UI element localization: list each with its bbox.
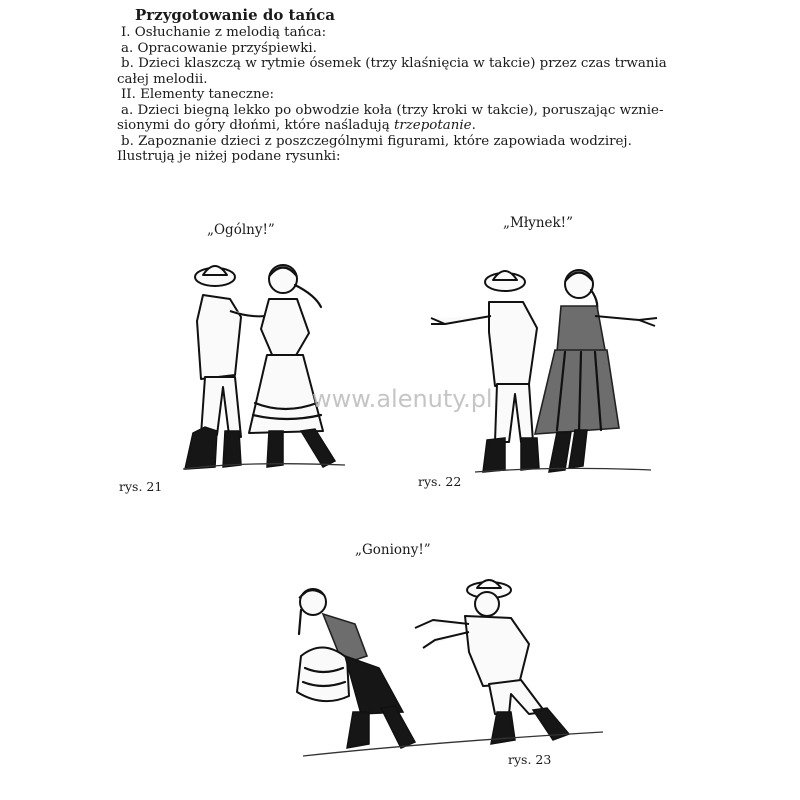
text-line-3a: b. Dzieci klaszczą w rytmie ósemek (trzy klaśnięcia w takcie) przez czas trwania bbox=[121, 56, 667, 71]
figure-22-label: rys. 22 bbox=[418, 474, 462, 489]
text-line-5b-end: . bbox=[471, 118, 476, 133]
figure-21-label: rys. 21 bbox=[119, 479, 163, 494]
text-line-5b-start: sionymi do góry dłońmi, które naśladują bbox=[117, 118, 394, 133]
figure-23-drawing bbox=[283, 572, 613, 762]
text-line-1: I. Osłuchanie z melodią tańca: bbox=[121, 25, 327, 40]
instruction-text bbox=[117, 6, 677, 165]
figure-23-label: rys. 23 bbox=[508, 752, 552, 767]
figure-21-title: „Ogólny!” bbox=[207, 222, 275, 238]
figure-21-drawing bbox=[175, 255, 365, 475]
text-line-5b-emphasis: trzepotanie bbox=[393, 118, 472, 133]
text-line-4: II. Elementy taneczne: bbox=[121, 87, 275, 102]
text-line-5a: a. Dzieci biegną lekko po obwodzie koła (trzy kroki w takcie), poruszając wznie- bbox=[121, 102, 664, 118]
text-line-5b bbox=[117, 118, 677, 134]
figure-22-drawing bbox=[425, 258, 660, 478]
text-line-6: b. Zapoznanie dzieci z poszczególnymi figurami, które zapowiada wodzirej. bbox=[121, 133, 632, 149]
text-line-3b: całej melodii. bbox=[117, 71, 208, 87]
text-line-2: a. Opracowanie przyśpiewki. bbox=[121, 40, 317, 56]
watermark-text: www.alenuty.pl bbox=[312, 385, 493, 413]
figure-22-title: „Młynek!” bbox=[503, 215, 574, 231]
text-line-7: Ilustrują je niżej podane rysunki: bbox=[117, 149, 341, 164]
section-heading: Przygotowanie do tańca bbox=[135, 6, 335, 24]
figure-23-title: „Goniony!” bbox=[355, 542, 431, 558]
